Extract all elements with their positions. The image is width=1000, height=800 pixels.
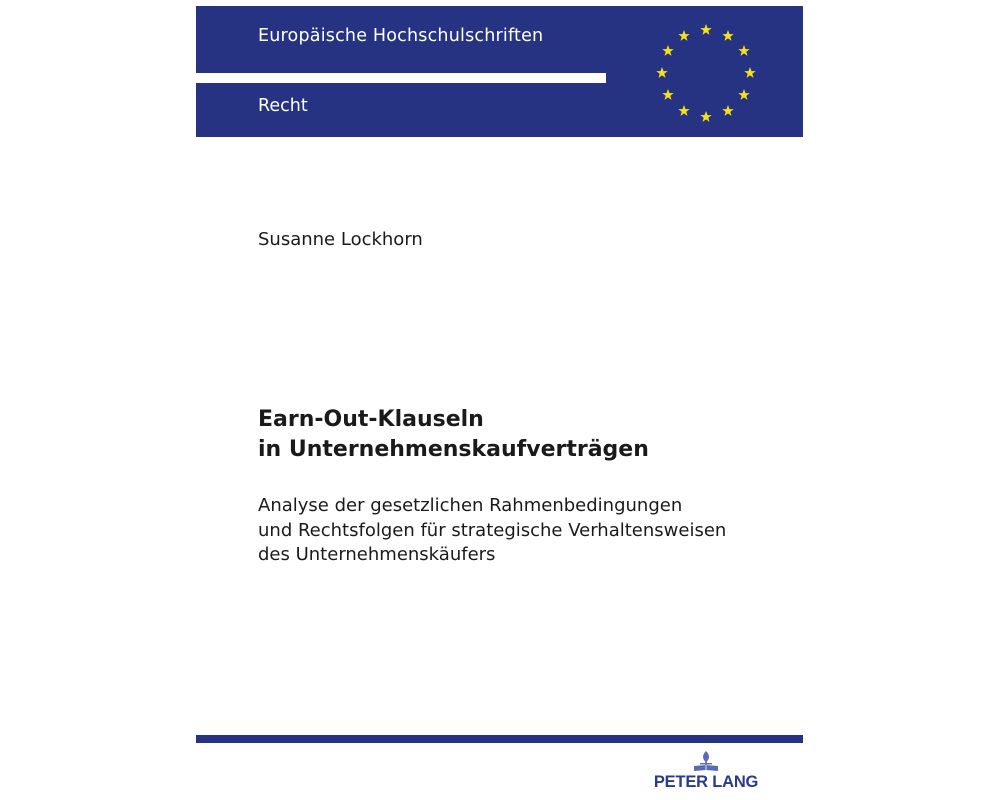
bottom-bar [196, 735, 803, 743]
subtitle-line: des Unternehmenskäufers [258, 544, 496, 565]
book-cover [196, 0, 803, 800]
publisher-block [636, 750, 776, 792]
eu-stars-icon [646, 18, 766, 136]
book-title [258, 405, 649, 465]
author-name: Susanne Lockhorn [258, 229, 423, 250]
book-subtitle [258, 494, 726, 568]
series-banner [196, 6, 803, 137]
banner-stripe [196, 73, 606, 83]
subtitle-line: Analyse der gesetzlichen Rahmenbedingungen [258, 495, 683, 516]
publisher-name: PETER LANG [653, 773, 759, 791]
series-title: Europäische Hochschulschriften [258, 26, 544, 46]
subtitle-line: und Rechtsfolgen für strategische Verhaltensweisen [258, 519, 727, 541]
subseries-label: Recht [258, 96, 308, 116]
title-line: Earn-Out-Klauseln [258, 407, 484, 432]
peter-lang-logo-icon [691, 750, 721, 772]
title-line: in Unternehmenskaufverträgen [258, 437, 649, 462]
